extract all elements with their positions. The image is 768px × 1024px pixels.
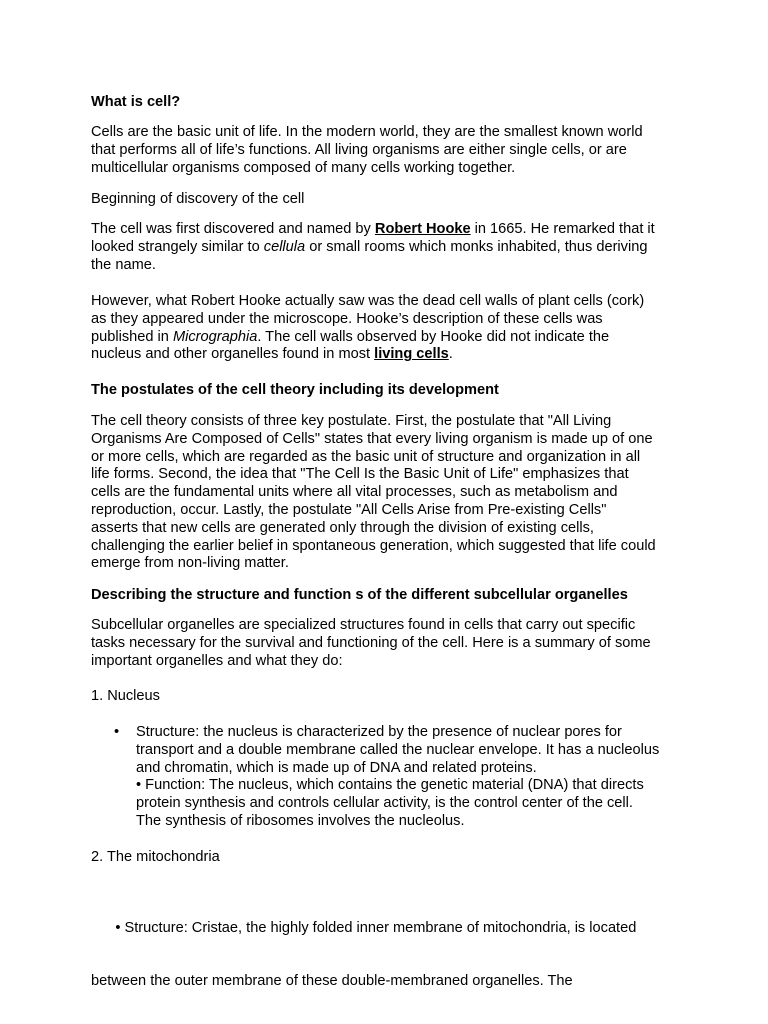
nucleus-bullet-item bbox=[136, 724, 696, 831]
text-line: the name. bbox=[91, 256, 156, 273]
italic-term: Micrographia bbox=[172, 328, 258, 345]
text-span: The cell was first discovered and named by bbox=[91, 221, 375, 237]
text-line: The cell theory consists of three key postulate. First, the postulate that "All Living bbox=[91, 413, 612, 429]
text-line: tasks necessary for the survival and functioning of the cell. Here is a summary of some bbox=[91, 634, 651, 651]
organelles-heading: Describing the structure and function s of the different subcellular organelles bbox=[91, 587, 628, 603]
mitochondria-paragraph bbox=[91, 884, 681, 1024]
text-line: between the outer membrane of these double-membraned organelles. The bbox=[91, 972, 573, 989]
intro-paragraph bbox=[91, 124, 681, 177]
text-span: nucleus and other organelles found in most bbox=[91, 346, 375, 363]
text-line bbox=[91, 239, 681, 257]
living-cells-link[interactable]: living cells bbox=[374, 346, 449, 363]
text-line bbox=[91, 221, 681, 239]
text-line: • Function: The nucleus, which contains the genetic material (DNA) that directs bbox=[136, 777, 644, 794]
organelles-intro-paragraph bbox=[91, 617, 681, 670]
text-span: published in bbox=[91, 328, 173, 345]
text-line: multicellular organisms composed of many cells working together. bbox=[91, 159, 516, 176]
text-line: as they appeared under the microscope. Hooke’s description of these cells was bbox=[91, 310, 603, 327]
text-line: that performs all of life’s functions. All living organisms are either single cells, or are bbox=[91, 141, 627, 158]
text-span: in 1665. He remarked that it bbox=[470, 221, 655, 237]
text-line: emerge from non-living matter. bbox=[91, 555, 289, 572]
text-line: challenging the earlier belief in spontaneous generation, which suggested that life could bbox=[91, 537, 656, 554]
italic-term: cellula bbox=[263, 238, 306, 255]
text-line: Subcellular organelles are specialized structures found in cells that carry out specific bbox=[91, 617, 636, 633]
text-line: The synthesis of ribosomes involves the nucleolus. bbox=[136, 812, 465, 829]
text-line: reproduction, occur. Lastly, the postulate "All Cells Arise from Pre-existing Cells" bbox=[91, 501, 607, 518]
text-line bbox=[91, 329, 681, 347]
text-line: • Structure: Cristae, the highly folded inner membrane of mitochondria, is located bbox=[91, 919, 637, 936]
text-line: important organelles and what they do: bbox=[91, 652, 343, 669]
postulates-paragraph bbox=[91, 413, 681, 573]
text-line: Cells are the basic unit of life. In the modern world, they are the smallest known world bbox=[91, 124, 643, 140]
text-span: or small rooms which monks inhabited, thus deriving bbox=[305, 238, 648, 255]
mitochondria-heading: 2. The mitochondria bbox=[91, 849, 220, 865]
text-span: . The cell walls observed by Hooke did not indicate the bbox=[257, 328, 610, 345]
text-line: asserts that new cells are generated only through the division of existing cells, bbox=[91, 519, 594, 536]
text-line bbox=[91, 346, 681, 364]
bullet-icon: • bbox=[114, 724, 120, 740]
nucleus-heading: 1. Nucleus bbox=[91, 688, 160, 704]
text-line: and chromatin, which is made up of DNA and related proteins. bbox=[136, 759, 537, 776]
text-line: Organisms Are Composed of Cells" states that every living organism is made up of one bbox=[91, 430, 653, 447]
text-line: or more cells, which are regarded as the basic unit of structure and organization in all bbox=[91, 448, 641, 465]
robert-hooke-link[interactable]: Robert Hooke bbox=[374, 221, 471, 237]
postulates-heading: The postulates of the cell theory including its development bbox=[91, 382, 499, 398]
text-span: . bbox=[448, 346, 453, 363]
text-line: cells are the fundamental units where all vital processes, such as metabolism and bbox=[91, 484, 618, 501]
heading-what-is-cell: What is cell? bbox=[91, 94, 181, 110]
text-line: Structure: the nucleus is characterized by the presence of nuclear pores for bbox=[136, 724, 622, 740]
text-span: looked strangely similar to bbox=[91, 238, 264, 255]
text-line: However, what Robert Hooke actually saw was the dead cell walls of plant cells (cork) bbox=[91, 293, 645, 309]
discovery-paragraph-2 bbox=[91, 293, 681, 364]
text-line: protein synthesis and controls cellular activity, is the control center of the cell. bbox=[136, 795, 633, 812]
text-line: transport and a double membrane called the nuclear envelope. It has a nucleolus bbox=[136, 741, 660, 758]
discovery-heading: Beginning of discovery of the cell bbox=[91, 191, 305, 207]
discovery-paragraph-1 bbox=[91, 221, 681, 274]
text-line: life forms. Second, the idea that "The Cell Is the Basic Unit of Life" emphasizes that bbox=[91, 466, 629, 483]
